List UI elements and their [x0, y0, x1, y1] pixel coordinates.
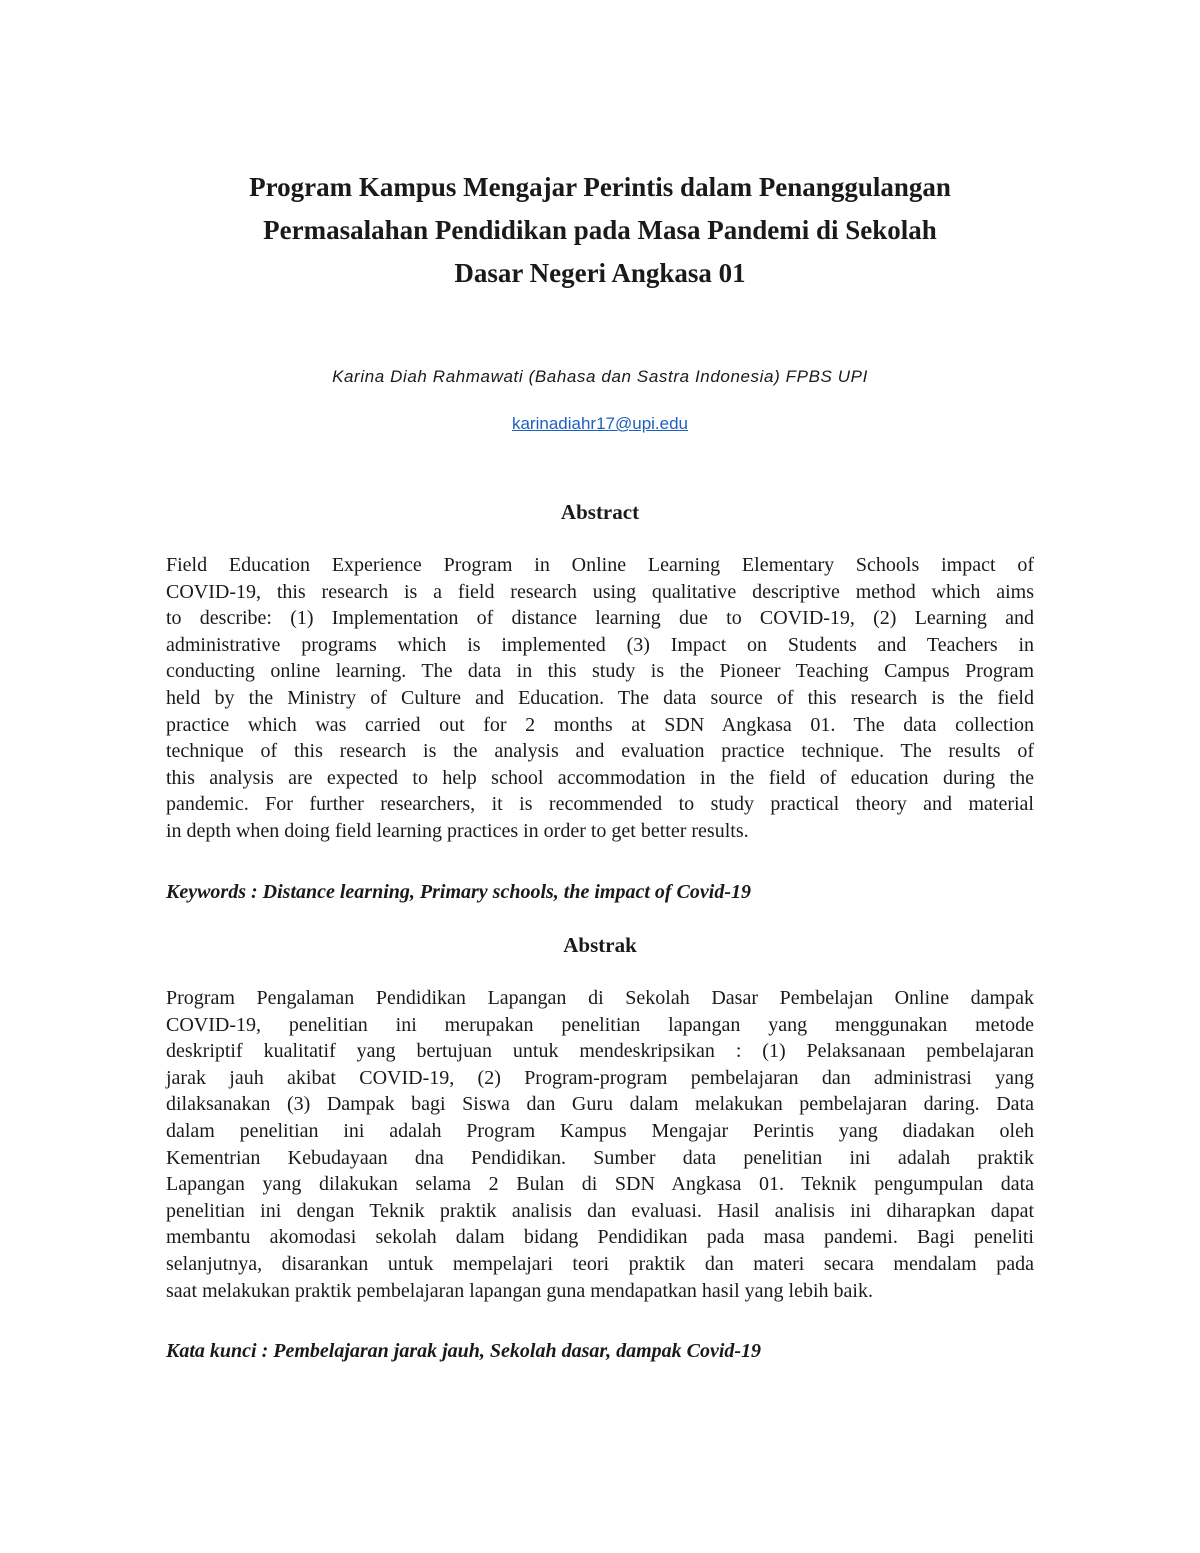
keywords-en: Keywords : Distance learning, Primary schools, the impact of Covid-19: [166, 881, 751, 903]
abstract-line: pandemic. For further researchers, it is recommended to study practical theory and material: [166, 793, 1034, 816]
abstrak-body: [166, 985, 1034, 1304]
abstract-line: practice which was carried out for 2 months at SDN Angkasa 01. The data collection: [166, 713, 1034, 736]
keywords-id: Kata kunci : Pembelajaran jarak jauh, Sekolah dasar, dampak Covid-19: [166, 1340, 762, 1362]
abstract-line: administrative programs which is implemented (3) Impact on Students and Teachers in: [166, 633, 1034, 656]
author-email: [150, 413, 1050, 435]
abstrak-line: selanjutnya, disarankan untuk mempelajari teori praktik dan materi secara mendalam pada: [166, 1252, 1034, 1275]
paper-title: [150, 166, 1050, 295]
abstrak-line: jarak jauh akibat COVID-19, (2) Program-program pembelajaran dan administrasi yang: [166, 1066, 1034, 1089]
abstract-line: Field Education Experience Program in Online Learning Elementary Schools impact of: [166, 554, 1034, 576]
abstrak-line: dalam penelitian ini adalah Program Kampus Mengajar Perintis yang diadakan oleh: [166, 1119, 1034, 1142]
abstract-line: conducting online learning. The data in this study is the Pioneer Teaching Campus Program: [166, 660, 1034, 683]
abstrak-line: membantu akomodasi sekolah dalam bidang Pendidikan pada masa pandemi. Bagi peneliti: [166, 1226, 1034, 1249]
email-link[interactable]: karinadiahr17@upi.edu: [511, 414, 689, 433]
title-line-1: Program Kampus Mengajar Perintis dalam Penanggulangan: [249, 172, 951, 202]
abstract-heading: Abstract: [560, 500, 640, 524]
title-line-2: Permasalahan Pendidikan pada Masa Pandemi di Sekolah: [263, 215, 937, 245]
abstrak-line: COVID-19, penelitian ini merupakan penelitian lapangan yang menggunakan metode: [166, 1013, 1034, 1036]
abstract-line: in depth when doing field learning practices in order to get better results.: [166, 819, 749, 842]
abstrak-line: Kementrian Kebudayaan dna Pendidikan. Sumber data penelitian ini adalah praktik: [166, 1146, 1034, 1169]
abstract-line: to describe: (1) Implementation of distance learning due to COVID-19, (2) Learning and: [166, 607, 1034, 630]
abstract-line: technique of this research is the analysis and evaluation practice technique. The results of: [166, 740, 1034, 763]
abstrak-line: penelitian ini dengan Teknik praktik analisis dan evaluasi. Hasil analisis ini diharapkan dapat: [166, 1199, 1034, 1222]
abstract-body: [166, 552, 1034, 845]
abstrak-line: Lapangan yang dilakukan selama 2 Bulan di SDN Angkasa 01. Teknik pengumpulan data: [166, 1173, 1034, 1196]
abstrak-line: deskriptif kualitatif yang bertujuan untuk mendeskripsikan : (1) Pelaksanaan pembelajaran: [166, 1040, 1034, 1063]
abstrak-line: Program Pengalaman Pendidikan Lapangan di Sekolah Dasar Pembelajan Online dampak: [166, 987, 1034, 1009]
author-affiliation: Karina Diah Rahmawati (Bahasa dan Sastra Indonesia) FPBS UPI: [332, 367, 868, 386]
abstrak-line: dilaksanakan (3) Dampak bagi Siswa dan Guru dalam melakukan pembelajaran daring. Data: [166, 1093, 1034, 1116]
abstract-line: COVID-19, this research is a field research using qualitative descriptive method which aims: [166, 580, 1034, 603]
abstrak-line: saat melakukan praktik pembelajaran lapangan guna mendapatkan hasil yang lebih baik.: [166, 1279, 873, 1302]
title-line-3: Dasar Negeri Angkasa 01: [454, 258, 746, 288]
abstract-line: held by the Ministry of Culture and Education. The data source of this research is the field: [166, 686, 1034, 709]
abstrak-heading: Abstrak: [563, 933, 637, 957]
abstract-line: this analysis are expected to help school accommodation in the field of education during the: [166, 766, 1034, 789]
